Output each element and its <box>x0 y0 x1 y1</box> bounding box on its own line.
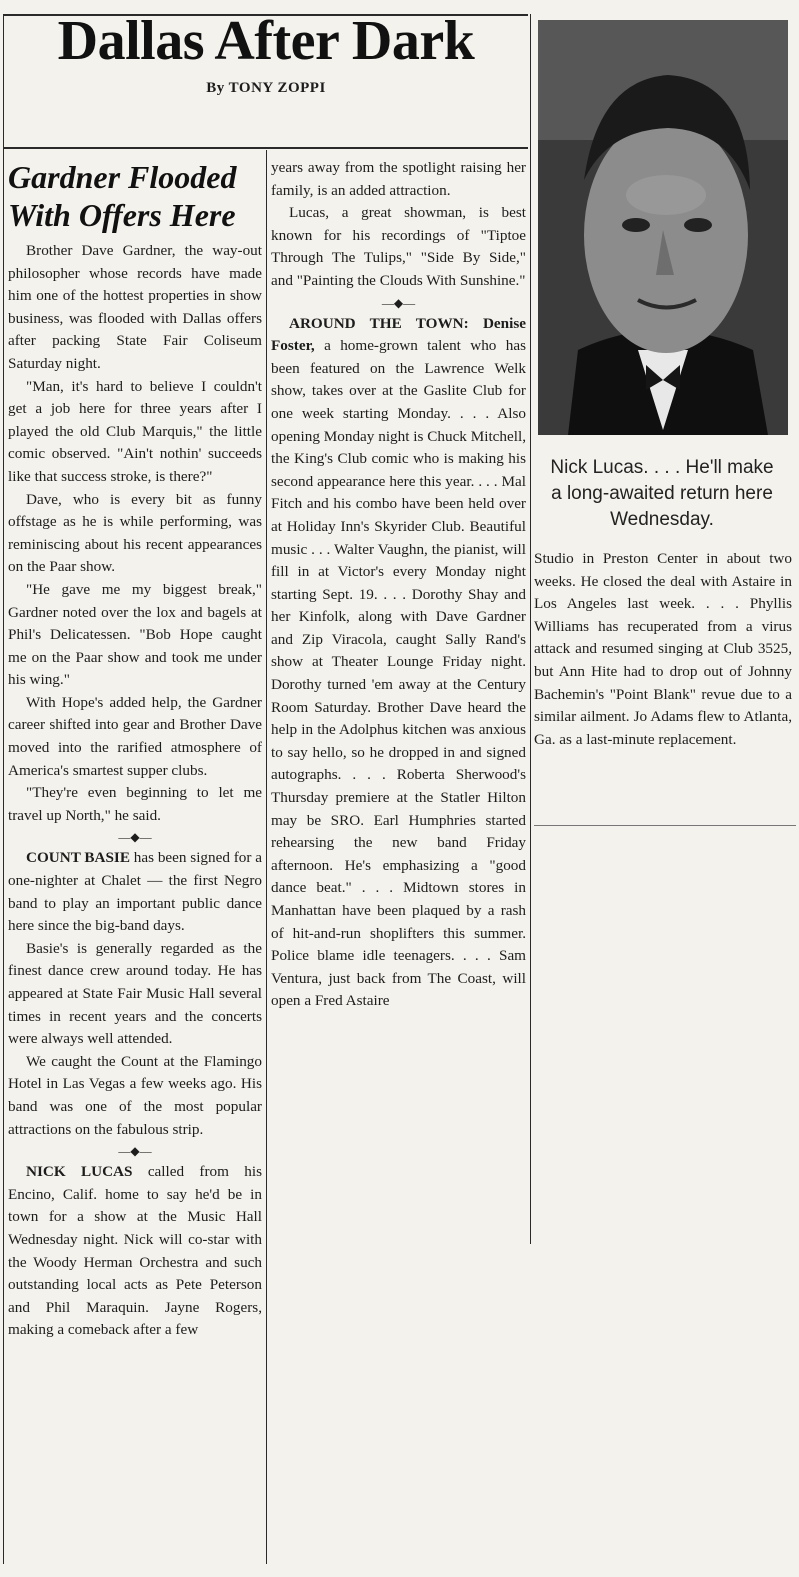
article-headline <box>8 158 262 234</box>
column-rule-1 <box>266 150 267 1564</box>
column-2 <box>271 157 526 1013</box>
paragraph-around-town <box>271 313 526 1013</box>
paragraph-lucas <box>8 1161 262 1342</box>
paragraph: years away from the spotlight raising her family, is an added attraction. <box>271 159 526 199</box>
masthead-bottom-rule <box>3 147 528 149</box>
masthead <box>4 8 528 97</box>
paragraph: "He gave me my biggest break," Gardner noted over the lox and bagels at Phil's Delicatessen. "Bob Hope caught me on the Paar show and took me under his wing." <box>8 580 262 689</box>
paragraph: Studio in Preston Center in about two weeks. He closed the deal with Astaire in Los Angeles last week. . . . Phyllis Williams has recuperated from a virus attack and resumed singing at Club 3525, but Ann Hite had to drop out of Johnny Bachemin's "Point Blank" revue due to a similar ailment. Jo Adams flew to Atlanta, Ga. as a last-minute replacement. <box>534 550 792 748</box>
around-town-text: a home-grown talent who has been featured on the Lawrence Welk show, takes over at the Gaslite Club for one week starting Monday. . . . Also opening Monday night is Chuck Mitchell, the King's Club comic who is making his second appearance here this year. . . . Mal Fitch and his combo have been held over at Holiday Inn's Skyrider Club. Beautiful music . . . Walter Vaughn, the pianist, will fill in at Victor's every Monday night starting Sept. 19. . . . Dorothy Shay and her Kinfolk, along with Dave Gardner and Zip Viracola, caught Sally Rand's show at Theater Lounge Friday night. Dorothy turned 'em away at the Century Room Saturday. Brother Dave heard the help in the Adolphus kitchen was anxious to say hello, so he dropped in and signed autographs. . . . Roberta Sherwood's Thursday premiere at the Statler Hilton may be SRO. Earl Humphries started rehearsing the new band Friday afternoon. He's emphasizing a "good dance beat." . . . Midtown stores in Manhattan have been plaqued by a rash of hit-and-run shoplifters this summer. Police blame idle teenagers. . . . Sam Ventura, just back from The Coast, will open a Fred Astaire <box>271 337 526 1010</box>
paragraph: Brother Dave Gardner, the way-out philosopher whose records have made him one of the hottest properties in show business, was flooded with Dallas offers after packing State Fair Coliseum Saturday night. <box>8 242 262 372</box>
basie-text: has been signed for a one-nighter at Chalet — the first Negro band to play an important public dance here since the big-band days. <box>8 849 262 935</box>
lucas-text: called from his Encino, Calif. home to say he'd be in town for a show at the Music Hall Wednesday night. Nick will co-star with the Woody Herman Orchestra and such outstanding local acts as Pete Peterson and Phil Maraquin. Jayne Rogers, making a comeback after a few <box>8 1163 262 1339</box>
paragraph: Basie's is generally regarded as the finest dance crew around today. He has appeared at State Fair Music Hall several times in recent years and the concerts were always well attended. <box>8 939 262 1048</box>
paragraph: Dave, who is every bit as funny offstage as he is while performing, was reminiscing about his recent appearances on the Paar show. <box>8 490 262 576</box>
headline-line-2: With Offers Here <box>8 197 236 233</box>
left-border-rule <box>3 14 4 1564</box>
column-3 <box>534 548 792 751</box>
col3-end-rule <box>534 825 796 826</box>
portrait-photo <box>538 20 788 435</box>
basie-lead: COUNT BASIE <box>26 849 130 867</box>
paragraph: Lucas, a great showman, is best known for his recordings of "Tiptoe Through The Tulips," "Side By Side," and "Painting the Clouds With Sunshine." <box>271 204 526 289</box>
column-title: Dallas After Dark <box>57 10 475 72</box>
photo-caption: Nick Lucas. . . . He'll make a long-awaited return here Wednesday. <box>550 457 774 530</box>
column-1 <box>8 156 262 1342</box>
portrait-image <box>538 20 788 435</box>
around-town-lead: AROUND THE TOWN: Denise Foster, <box>271 314 526 355</box>
paragraph: We caught the Count at the Flamingo Hotel in Las Vegas a few weeks ago. His band was one of the most popular attractions on the fabulous strip. <box>8 1052 262 1138</box>
paragraph: With Hope's added help, the Gardner career shifted into gear and Brother Dave moved into the rarified atmosphere of America's smartest supper clubs. <box>8 693 262 779</box>
byline: By TONY ZOPPI <box>206 80 326 96</box>
section-divider: —◆— <box>381 295 416 310</box>
paragraph: "They're even beginning to let me travel up North," he said. <box>8 784 262 824</box>
paragraph-basie <box>8 847 262 937</box>
section-divider: —◆— <box>118 830 152 845</box>
headline-line-1: Gardner Flooded <box>8 159 237 195</box>
section-divider: —◆— <box>118 1144 152 1159</box>
lucas-lead: NICK LUCAS <box>26 1163 133 1181</box>
paragraph: "Man, it's hard to believe I couldn't get a job here for three years after I played the old Club Marquis," the little comic observed. "Ain't nothin' succeeds like that success stroke, is there?" <box>8 377 262 485</box>
column-rule-2 <box>530 14 531 1244</box>
